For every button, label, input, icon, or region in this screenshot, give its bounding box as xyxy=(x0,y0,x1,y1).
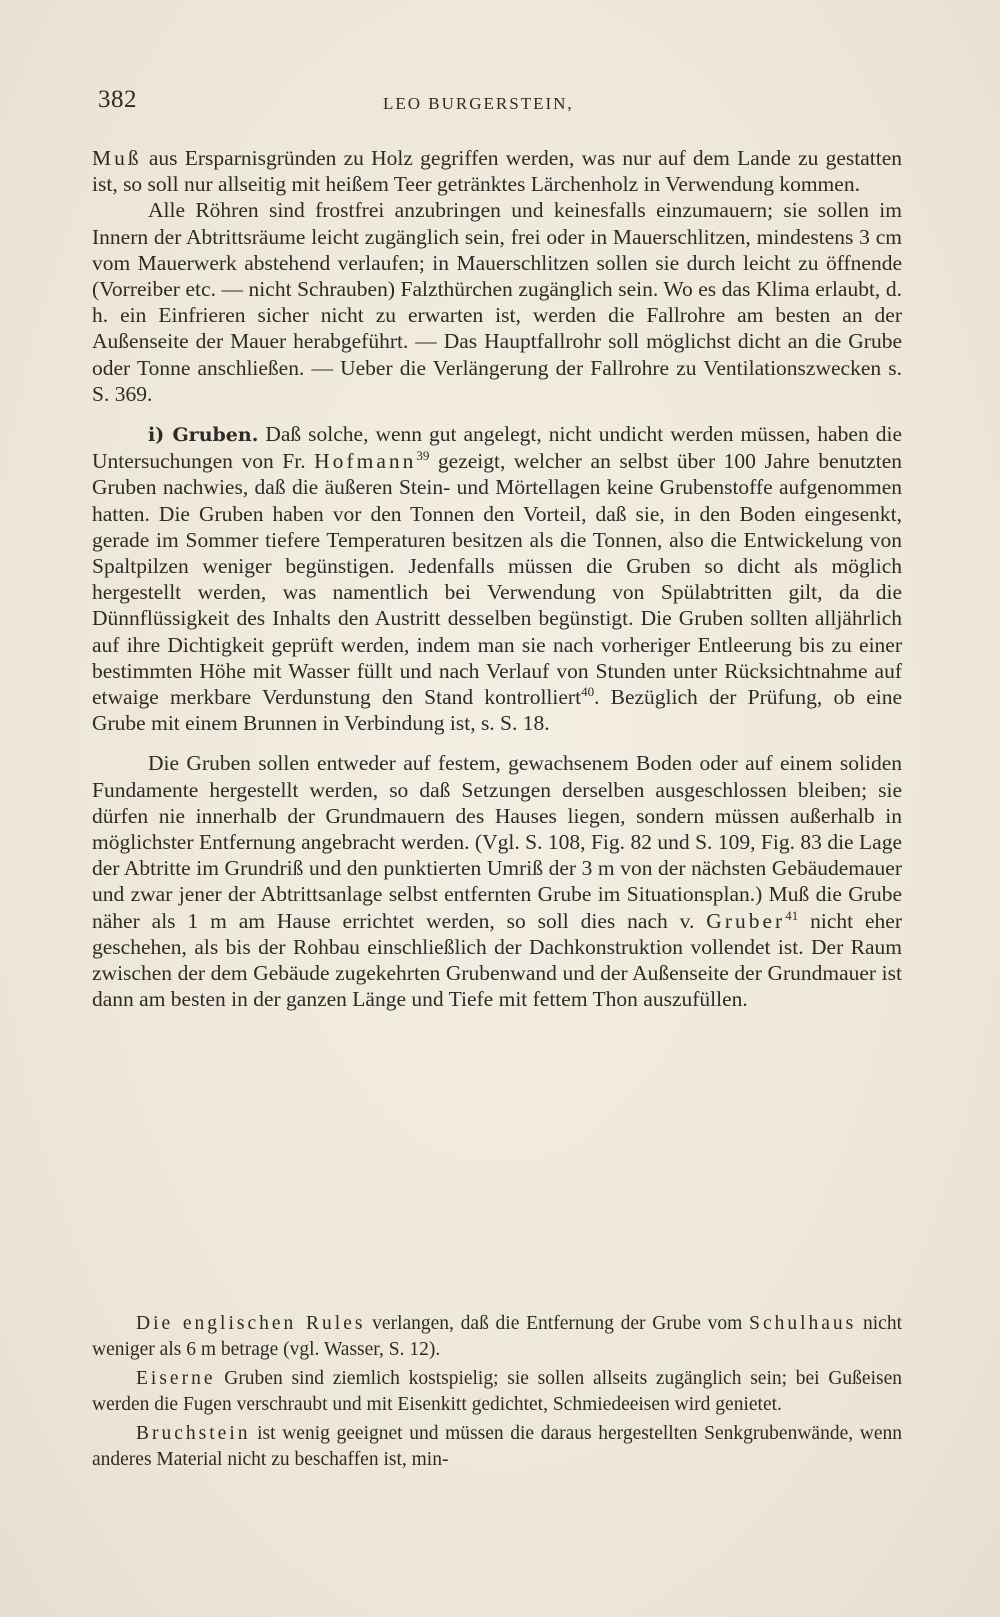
note-1 xyxy=(92,1311,902,1362)
paragraph-text: Daß solche, wenn gut angelegt, nicht undicht werden müssen, haben die Untersuchungen von Fr. xyxy=(92,422,902,474)
footnote-ref: 40 xyxy=(581,683,595,699)
running-head: LEO BURGERSTEIN, xyxy=(383,94,574,113)
paragraph-text: Alle Röhren sind frostfrei anzubringen und keinesfalls einzumauern; sie sollen im Innern der Abtrittsräume leicht zugänglich sein, frei oder in Mauerschlitzen, mindestens 3 cm vom Mauerwerk abstehend verlaufen; in Mauerschlitzen sollen sie durch leicht zu öffnende (Vorreiber etc. — nicht Schrauben) Falzthürchen zugänglich sein. Wo es das Klima erlaubt, d. h. ein Einfrieren sicher nicht zu erwarten ist, werden die Fallrohre am besten an der Außenseite der Mauer herabgeführt. — Das Hauptfallrohr soll möglichst dicht an die Grube oder Tonne anschließen. — Ueber die Verlängerung der Fallrohre zu Ventilationszwecken s. S. 369. xyxy=(92,198,902,406)
paragraph-text: aus Ersparnisgründen zu Holz gegriffen werden, was nur auf dem Lande zu gestatten ist, so soll nur allseitig mit heißem Teer getränktes Lärchenholz in Verwendung kommen. xyxy=(92,146,902,197)
paragraph-2 xyxy=(92,197,902,407)
note-text: Gruben sind ziemlich kostspielig; sie sollen allseits zugänglich sein; bei Gußeisen werden die Fugen verschraubt und mit Eisenkitt gedichtet, Schmiedeeisen wird genietet. xyxy=(92,1368,902,1415)
author-name: Gruber xyxy=(706,908,786,933)
page-number: 382 xyxy=(98,86,137,113)
paragraph-text: gezeigt, welcher an selbst über 100 Jahre benutzten Gruben nachwies, daß die äußeren Stein- und Mörtellagen keine Grubenstoffe aufgenommen hatten. Die Gruben haben vor den Tonnen den Vorteil, daß sie, in den Boden eingesenkt, gerade im Sommer tiefere Temperaturen besitzen als die Tonnen, also die Entwickelung von Spaltpilzen weniger begünstigen. Jedenfalls müssen die Gruben so dicht als möglich hergestellt werden, was namentlich bei Verwendung von Spülabtritten gilt, da die Dünnflüssigkeit des Inhalts den Austritt desselben begünstigt. Die Gruben sollten alljährlich auf ihre Dichtigkeit geprüft werden, indem man sie nach vorheriger Entleerung bis zu einer bestimmten Höhe mit Wasser füllt und nach Verlauf von Stunden unter Rücksichtnahme auf etwaige merkbare Verdunstung den Stand kontrolliert xyxy=(92,449,902,710)
note-text: ist wenig geeignet und müssen die daraus hergestellten Senkgrubenwände, wenn anderes Material nicht zu beschaffen ist, min- xyxy=(92,1423,902,1470)
paragraph-1 xyxy=(92,145,902,197)
spaced-word: Muß xyxy=(92,146,142,170)
paragraph-3 xyxy=(92,421,902,736)
footnote-ref: 41 xyxy=(785,907,799,923)
footnote-ref: 39 xyxy=(416,448,430,464)
note-3 xyxy=(92,1421,902,1472)
paragraph-text: . Bezüglich der Prüfung, ob eine Grube mit einem Brunnen in Verbindung ist, s. S. 18. xyxy=(92,685,903,736)
spaced-word: Die englischen Rules xyxy=(136,1313,366,1334)
author-name: Hofmann xyxy=(314,449,417,474)
page-header xyxy=(98,86,918,120)
small-print-notes xyxy=(92,1311,902,1472)
note-text: nicht weniger als 6 m betrage (vgl. Wasser, S. 12). xyxy=(92,1313,902,1360)
paragraph-text: Die Gruben sollen entweder auf festem, gewachsenem Boden oder auf einem soliden Fundamente hergestellt werden, so daß Setzungen derselben ausgeschlossen bleiben; sie dürfen nie innerhalb der Grundmauern des Hauses liegen, sondern müssen außerhalb in möglichster Entfernung angebracht werden. (Vgl. S. 108, Fig. 82 und S. 109, Fig. 83 die Lage der Abtritte im Grundriß und den punktierten Umriß der 3 m von der nächsten Gebäudemauer und zwar jener der Abtrittsanlage selbst entfernten Grube im Situationsplan.) Muß die Grube näher als 1 m am Hause errichtet werden, so soll dies nach v. xyxy=(92,751,902,933)
main-text xyxy=(92,145,902,1013)
note-text: verlangen, daß die Entfernung der Grube vom xyxy=(365,1313,750,1334)
spaced-word: Eiserne xyxy=(136,1368,216,1389)
spaced-word: Schulhaus xyxy=(749,1313,857,1334)
note-2 xyxy=(92,1366,902,1417)
section-heading: i) Gruben. xyxy=(148,424,259,447)
paragraph-4 xyxy=(92,750,902,1012)
spaced-word: Bruchstein xyxy=(136,1423,251,1444)
paragraph-text: nicht eher geschehen, als bis der Rohbau einschließlich der Dachkonstruktion vollendet ist. Der Raum zwischen der dem Gebäude zugekehrten Grubenwand und der Außenseite der Grundmauer ist dann am besten in der ganzen Länge und Tiefe mit fettem Thon auszufüllen. xyxy=(92,908,902,1012)
